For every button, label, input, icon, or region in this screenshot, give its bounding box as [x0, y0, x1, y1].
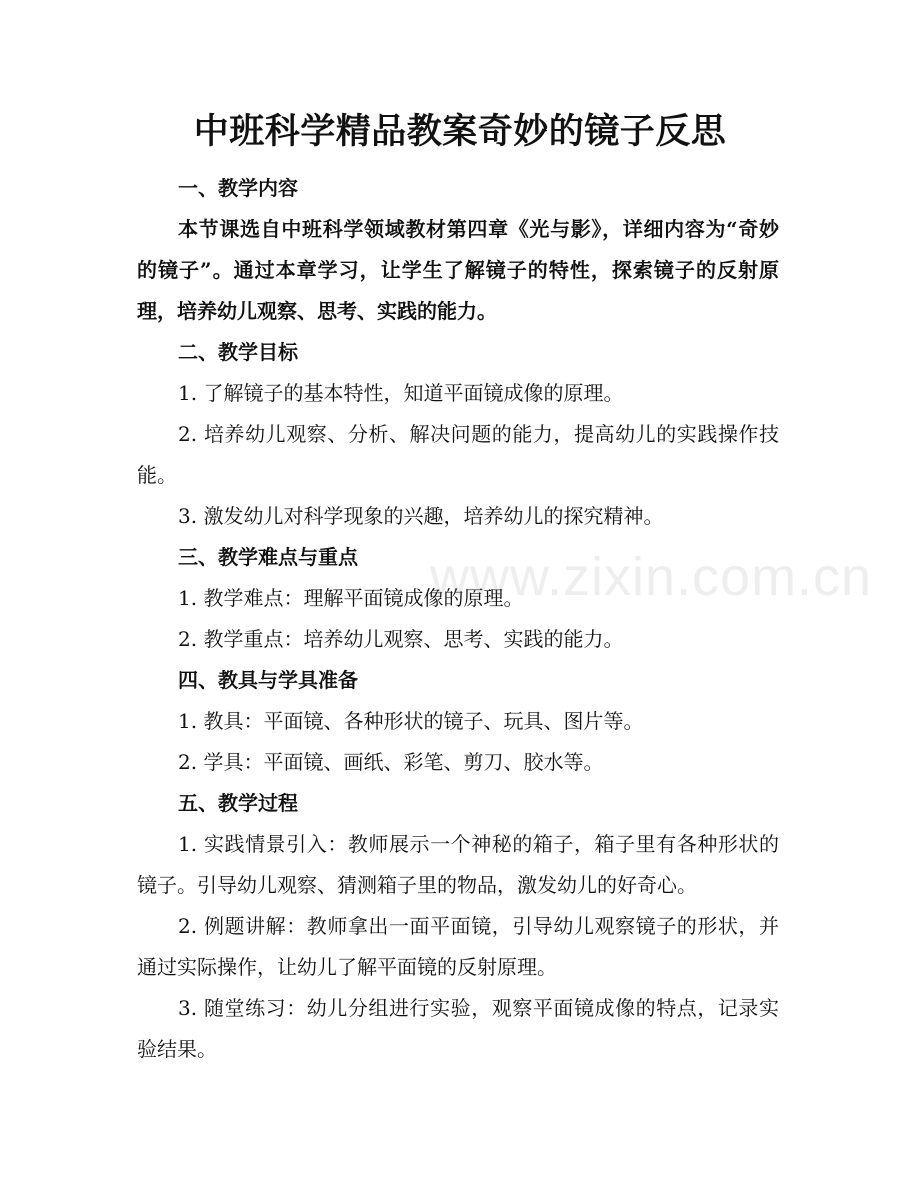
process-item-2: 2. 例题讲解：教师拿出一面平面镜，引导幼儿观察镜子的形状，并通过实际操作，让幼儿了解平面镜的反射原理。: [137, 914, 779, 979]
difficulty-item-1: 1. 教学难点：理解平面镜成像的原理。: [178, 586, 524, 610]
process-item-1: 1. 实践情景引入：教师展示一个神秘的箱子，箱子里有各种形状的镜子。引导幼儿观察、猜测箱子里的物品，激发幼儿的好奇心。: [137, 832, 779, 897]
materials-item-1: 1. 教具：平面镜、各种形状的镜子、玩具、图片等。: [178, 709, 644, 733]
section-heading-objectives: 二、教学目标: [178, 340, 298, 364]
content-paragraph: 本节课选自中班科学领域教材第四章《光与影》，详细内容为“奇妙的镜子”。通过本章学习，让学生了解镜子的特性，探索镜子的反射原理，培养幼儿观察、思考、实践的能力。: [137, 217, 779, 323]
section-heading-materials: 四、教具与学具准备: [178, 668, 358, 692]
difficulty-item-2: 2. 教学重点：培养幼儿观察、思考、实践的能力。: [178, 627, 624, 651]
materials-item-2: 2. 学具：平面镜、画纸、彩笔、剪刀、胶水等。: [178, 750, 604, 774]
document-title: 中班科学精品教案奇妙的镜子反思: [193, 111, 727, 152]
objective-item-1: 1. 了解镜子的基本特性，知道平面镜成像的原理。: [178, 381, 624, 405]
process-item-3: 3. 随堂练习：幼儿分组进行实验，观察平面镜成像的特点，记录实验结果。: [137, 996, 779, 1061]
document-body: [137, 168, 779, 1070]
objective-item-2: 2. 培养幼儿观察、分析、解决问题的能力，提高幼儿的实践操作技能。: [137, 422, 779, 487]
section-heading-process: 五、教学过程: [178, 791, 298, 815]
objective-item-3: 3. 激发幼儿对科学现象的兴趣，培养幼儿的探究精神。: [178, 504, 664, 528]
watermark: www.zixin.com.cn: [430, 547, 873, 607]
section-heading-difficulties: 三、教学难点与重点: [178, 545, 358, 569]
section-heading-content: 一、教学内容: [178, 176, 298, 200]
